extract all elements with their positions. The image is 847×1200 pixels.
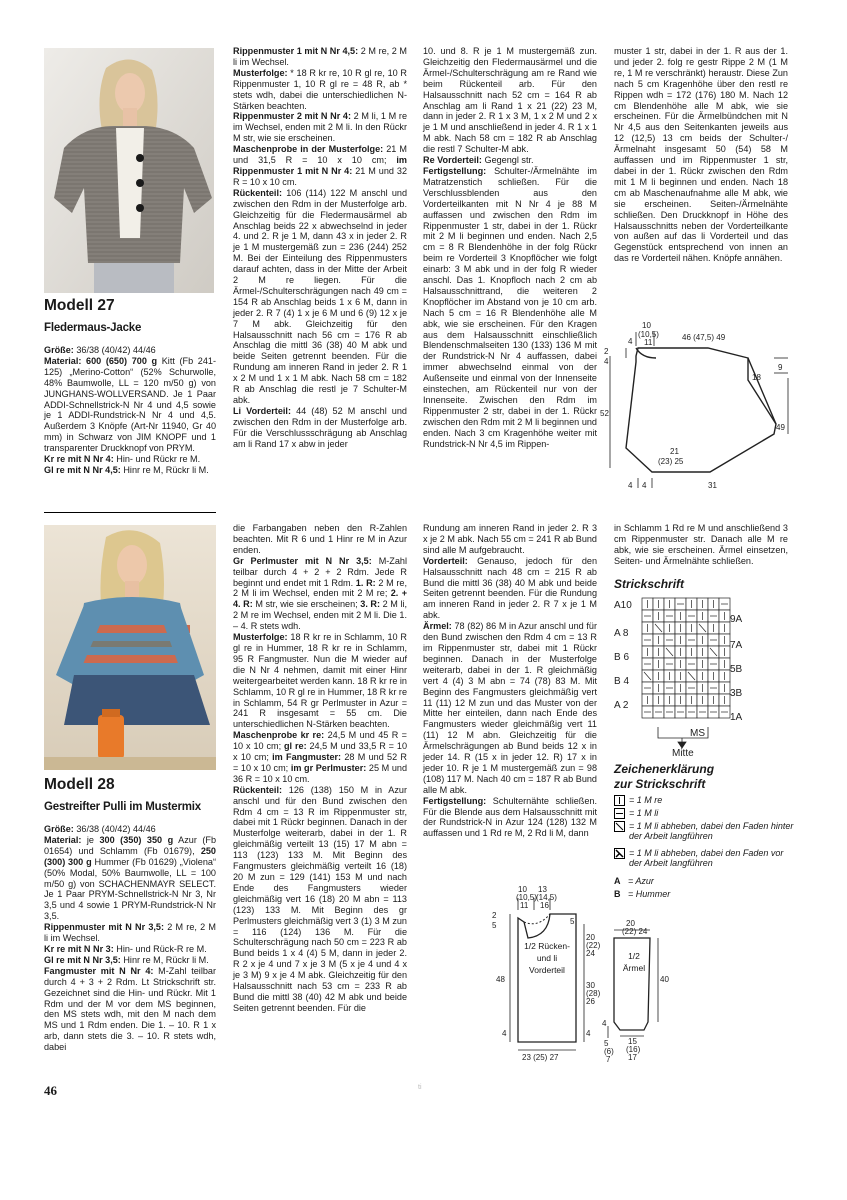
svg-text:30: 30 (586, 981, 595, 990)
svg-text:17: 17 (628, 1053, 637, 1062)
chart-right-label: 5B (730, 664, 743, 675)
model-27-subtitle: Fledermaus-Jacke (44, 322, 142, 334)
chart-left-label: A 8 (614, 628, 629, 639)
svg-text:(6): (6) (604, 1047, 614, 1056)
strickschrift-title: Strickschrift (614, 577, 685, 591)
knit-left-symbol-icon (614, 808, 625, 819)
model-28-col-2: die Farbangaben neben den R-Zahlen beachten. Mit R 6 und 1 Hinr re M in Azur enden. Gr Perlmuster mit N Nr 3,5: M-Zahl teilbar durch 4 + 2 + 2 Rdm. Jede R beginnt und endet mit 1 Rdm. 1. R: 2 M re, 2 M li im Wechsel, enden mit 2 M re; 2. + 4. R: M str, wie sie erscheinen; 3. R: 2 M li, 2 M re im Wechsel, enden mit 2 M li. Die 1. – 4. R stets wdh. Musterfolge: 18 R kr re in Schlamm, 10 R gl re in Hummer, 18 R kr re in Schlamm, 95 R Fangmuster. Nun die M wieder auf die N Nr 4 nehmen, damit mit einer Hinr weitergearbeitet werden kann. 18 R kr re in Schlamm, 10 R gl re in Hummer, 18 R kr re in Schlamm, 54 R gr Perlmuster in Azur = 241 R insgesamt = 55 cm. Die unterschiedlichen N-Stärken beachten. Maschenprobe kr re: 24,5 M und 45 R = 10 x 10 cm; gl re: 24,5 M und 33,5 R = 10 x 10 cm; im Fangmuster: 28 M und 52 R = 10 x 10 cm; im gr Perlmuster: 25 M und 36 R = 10 x 10 cm. Rückenteil: 126 (138) 150 M in Azur anschl und für den Bund zwischen den Rdm 4 cm = 13 R im Rippenmuster str, dabei mit 1 Rückr beginnen. Danach in der Musterfolge weiterarb, dabei in der 1. R gleichmäßig verteilt 13 (15) 17 M abn = 113 (123) 133 M. Mit Beginn des Fangmusters gleichmäßig verteilt 16 (18) 20 M zun = 129 (141) 153 M und nach Ende des Fangmusters wieder gleichmäßig vert 16 (18) 20 M abn = 113 (123) 133 M. Mit Beginn des gr Perlmusters gleichmäßig vert 3 (1) 3 M zun = 116 (124) 136 M. Für die Schulterschrägung nach 50 cm = 223 R ab Bund beids 1 x 4 (4) 5 M, dann in jeder 2. R 2 x je 4 und 7 x je 3 M (5 x je 4 und 4 x je 3 M) 9 x je 4 M abk. Gleichzeitig für den Halsausschnitt nach 53 cm = 233 R ab Bund die mittl 38 (40) 42 M abk und beide Seiten getrennt beenden. Für die (233, 523, 408, 1013)
svg-text:4: 4 (628, 481, 633, 490)
svg-text:10: 10 (518, 885, 527, 894)
svg-text:18: 18 (752, 373, 761, 382)
legend-title-2: zur Strickschrift (614, 777, 706, 791)
slip-front-symbol-icon (614, 848, 625, 859)
legend-title-1: Zeichenerklärung (614, 762, 715, 776)
footer-mark: ti (418, 1084, 422, 1091)
legend-color-text: = Hummer (628, 889, 671, 899)
svg-text:13: 13 (538, 885, 547, 894)
legend-slip-back (614, 821, 794, 841)
legend-color-b (614, 889, 670, 899)
chart-left-label: B 4 (614, 676, 630, 687)
svg-text:(10,5): (10,5) (638, 330, 659, 339)
svg-text:5: 5 (604, 1039, 609, 1048)
svg-text:7: 7 (606, 1055, 611, 1064)
svg-text:2: 2 (604, 347, 609, 356)
svg-text:5: 5 (570, 917, 575, 926)
svg-text:5: 5 (492, 921, 497, 930)
legend-color-key: B (614, 889, 621, 899)
svg-text:2: 2 (492, 911, 497, 920)
svg-text:16: 16 (540, 901, 549, 910)
legend-color-a (614, 876, 654, 886)
legend-item-text: = 1 M li (629, 808, 659, 818)
chart-right-label: 7A (730, 640, 743, 651)
chart-left-label: A 2 (614, 700, 629, 711)
model-27-col-4: muster 1 str, dabei in der 1. R aus der 1. und jeder 2. folg re gestr Rippe 2 M (1 M re, 1 M re verschränkt) heraustr. Diese Zun nach 5 cm Kragenhöhe über den restl re Rippen wdh = 172 (176) 180 M. Nach 12 cm Blendenhöhe alle M abk, wie sie erscheinen. Für die Ärmelbündchen mit N Nr 4,5 aus den Seitenkanten jeweils aus 12 (12,5) 13 cm beids der Schulter-/Ärmelnaht insgesamt 50 (54) 58 M auffassen und im Rippenmuster 1 str, dabei in der 1. Rückr zwischen den Rdm mit 1 M li beginnen und enden. Nach 18 cm ab Maschenaufnahme alle M abk, wie sie erscheinen. Seiten-/Ärmelnähte schließen. Den Druckknopf in Höhe des Halsausschnitts neben der Vorderteilkante von außen auf das li Vorderteil und das Gegenstück entsprechend von innen an das re Vorderteil nähen. Knöpfe annähen. (614, 46, 788, 264)
model-28-title: Modell 28 (44, 776, 115, 793)
chart-right-label: 1A (730, 712, 743, 723)
svg-text:26: 26 (586, 997, 595, 1006)
svg-text:52: 52 (600, 409, 609, 418)
model-28-sleeve-schematic (600, 919, 680, 1068)
svg-text:4: 4 (602, 1019, 607, 1028)
knit-right-symbol-icon (614, 795, 625, 806)
svg-text:(22) 24: (22) 24 (622, 927, 648, 936)
chart-right-label: 9A (730, 614, 743, 625)
svg-text:4: 4 (642, 481, 647, 490)
svg-text:4: 4 (502, 1029, 507, 1038)
model-27-col-2: Rippenmuster 1 mit N Nr 4,5: 2 M re, 2 M li im Wechsel. Musterfolge: * 18 R kr re, 10 R gl re, 10 R Rippenmuster 1, 10 R gl re = 48 R, ab * stets wdh, dabei die unterschiedlichen N-Stärken beachten. Rippenmuster 2 mit N Nr 4: 2 M li, 1 M re im Wechsel, enden mit 2 M li. In den Rückr M str, wie sie erscheinen. Maschenprobe in der Musterfolge: 21 M und 31,5 R = 10 x 10 cm; im Rippenmuster 1 mit N Nr 4: 21 M und 32 R = 10 x 10 cm. Rückenteil: 106 (114) 122 M anschl und zwischen den Rdm in der Musterfolge arb. Gleichzeitig für die Fledermausärmel ab Anschlag beids 22 x abwechselnd in jeder 4. und 2. R je 1 M, dann 43 x in jeder 2. R je 1 M mustergemäß zun = 236 (244) 252 M. Bei der Einteilung des Rippenmusters darauf achten, dass in der Mitte der Arbeit 2 M re liegen. Für die Ärmel-/Schulterschrägungen nach 49 cm = 154 R ab Anschlag beids 1 x 6 M, dann in jeder 2. R 7 (4) 1 x je 6 M und 6 (9) 12 x je 7 M abk. Gleichzeitig für den Halsausschnitt nach 56 cm = 176 R ab Anschlag die mittl 36 (38) 40 M abk und beide Seiten getrennt beenden. Für die Rundung am inneren Rand in jeder 2. R 1 x 2 M und 1 x 1 M abk. Nach 58 cm = 182 R ab Anschlag die restl je 7 Schulter-M abk. Li Vorderteil: 44 (48) 52 M anschl und zwischen den Rdm in der Musterfolge arb. Für die Verschlussschrägung ab Anschlag am li Rand 17 x abw in jeder (233, 46, 407, 449)
legend-knit-right (614, 795, 794, 806)
chart-left-label: A10 (614, 600, 632, 611)
legend-color-text: = Azur (628, 876, 654, 886)
svg-text:21: 21 (670, 447, 679, 456)
chart-ms-label: MS (690, 728, 705, 739)
model-28-col-3: Rundung am inneren Rand in jeder 2. R 3 x je 2 M abk. Nach 55 cm = 241 R ab Bund sind alle M aufgebraucht. Vorderteil: Genauso, jedoch für den Halsausschnitt nach 48 cm = 215 R ab Bund die mittl 36 (38) 40 M abk und beide Seiten getrennt beenden. Für die Rundung am inneren Rand in jeder 2. R 7 x je 1 M abk. Ärmel: 78 (82) 86 M in Azur anschl und für den Bund zwischen den Rdm 4 cm = 13 R im Rippenmuster str, dabei mit 1 Rückr beginnen. Danach in der Musterfolge weiterarb, dabei in der 1. R gleichmäßig vert 4 (4) 3 M abn = 74 (78) 83 M. Mit Beginn des Fangmusters gleichmäßig vert 11 (11) 12 M zun und das Muster von der Mitte her einteilen, dann nach Ende des Fangmusters wieder gleichmäßig vert 11 (11) 12 M abn. Gleichzeitig für die Ärmelschrägungen ab Bund beids 12 x in jeder 14. R (15 x in jeder 12. R) 17 x in jeder 10. R je 1 M mustergemäß zun = 98 (108) 117 M. Nach 40 cm = 187 R ab Bund alle M abk. Fertigstellung: Schulternähte schließen. Für die Blende aus dem Halsausschnitt mit der Rundstrick-N in Azur 124 (128) 132 M auffassen und 1 Rd re M, 2 Rd li M, dann (423, 523, 597, 839)
body-schematic-label: 1/2 Rücken- und li Vorderteil (524, 941, 570, 975)
svg-text:49: 49 (776, 423, 785, 432)
sleeve-schematic-label: 1/2 Ärmel (622, 951, 646, 973)
svg-text:(16): (16) (626, 1045, 641, 1054)
legend-knit-left (614, 808, 794, 819)
svg-text:10: 10 (642, 321, 651, 330)
model-27-col-3: 10. und 8. R je 1 M mustergemäß zun. Gleichzeitig den Fledermausärmel und die Ärmel-/Schulterschrägung am re Rand wie beim Rückenteil arb. Für den Halsausschnitt nach 52 cm = 164 R ab Anschlag am li Rand 1 x 21 (22) 23 M, dann in jeder 2. R 1 x 3 M, 1 x 2 M und 2 x je 1 M und anschließend in jeder 4. R 1 x 1 M abk. Nach 58 cm = 182 R ab Anschlag die restl 7 Schulter-M abk. Re Vorderteil: Gegengl str. Fertigstellung: Schulter-/Ärmelnähte im Matratzenstich schließen. Für die Verschlussblenden aus den Vorderteilkanten mit N Nr 4 je 88 M auffassen und zwischen den Rdm im Rippenmuster 1 str, dabei in der 1. Rückr mit 2 M li beginnen und enden. Nach 2,5 cm = 8 R Blendenhöhe in der folg Rückr beim re Vorderteil 3 Knopflöcher wie folgt einarb: 3 M abk und in der folg R wieder anschl. Das 1. Knopfloch nach 2 cm ab Halsausschnittrand, die weiteren 2 Knopflöcher im Abstand von je 10 cm arb. Nach 5 cm = 16 R Blendenhöhe alle M abk, wie sie erscheinen. Für den Kragen aus dem Halsausschnitt einschließlich Blendenschmalseiten 130 (133) 136 M mit der Rundstrick-N Nr 4 auffassen, dabei immer abwechselnd einmal von der Außenseite und einmal von der Innenseite einstechen, am Rückenteil nur von der Innenseite. Zwischen den Rdm im Rippenmuster 2 str, dabei in der 1. Rückr zwischen den Rdm mit 2 M li beginnen und enden. Nach 3 cm Kragenhöhe weiter mit Rundstrick-N Nr 4,5 im Rippen- (423, 46, 597, 449)
model-28-col-4: in Schlamm 1 Rd re M und anschließend 3 cm Rippenmuster str. Danach alle M re abk, wie sie erscheinen. Ärmel einsetzen, Seiten- und Ärmelnähte schließen. (614, 523, 788, 566)
page-number: 46 (44, 1083, 57, 1098)
svg-text:11: 11 (520, 901, 529, 910)
model-divider (44, 512, 216, 513)
svg-text:4: 4 (628, 337, 633, 346)
svg-text:31: 31 (708, 481, 717, 490)
svg-text:9: 9 (778, 363, 783, 372)
svg-text:40: 40 (660, 975, 669, 984)
svg-text:20: 20 (626, 919, 635, 928)
svg-text:4: 4 (604, 357, 609, 366)
svg-text:(23) 25: (23) 25 (658, 457, 684, 466)
model-27-col-1: Größe: 36/38 (40/42) 44/46 Material: 600 (650) 700 g Kitt (Fb 241-125) „Merino-Cotton“ (52% Schurwolle, 48% Baumwolle, LL = 120 m/50 g) von JUNGHANS-WOLLVERSAND. Je 1 Paar ADDI-Schnellstrick-N Nr 4 und 4,5 sowie je 1 ADDI-Rundstrick-N Nr 4 und 4,5. Außerdem 3 Knöpfe (Art-Nr 11940, Gr 40 mm) in Schwarz von JIM KNOPF und 1 transparenter Druckknopf von PRYM. Kr re mit N Nr 4: Hin- und Rückr re M. Gl re mit N Nr 4,5: Hinr re M, Rückr li M. (44, 345, 216, 475)
slip-back-symbol-icon (614, 821, 625, 832)
svg-text:20: 20 (586, 933, 595, 942)
svg-text:(28): (28) (586, 989, 601, 998)
chart-right-label: 3B (730, 688, 743, 699)
svg-text:46 (47,5) 49: 46 (47,5) 49 (682, 333, 726, 342)
svg-text:(22): (22) (586, 941, 601, 950)
svg-text:11: 11 (644, 338, 653, 347)
svg-text:23 (25) 27: 23 (25) 27 (522, 1053, 559, 1062)
svg-text:15: 15 (628, 1037, 637, 1046)
model-27-schematic (598, 318, 794, 494)
svg-text:4: 4 (586, 1029, 591, 1038)
model-27-photo (44, 48, 214, 293)
svg-text:(14,5): (14,5) (536, 893, 557, 902)
legend-slip-front (614, 848, 794, 868)
svg-text:48: 48 (496, 975, 505, 984)
model-27-title: Modell 27 (44, 297, 115, 314)
chart-left-label: B 6 (614, 652, 630, 663)
legend-item-text: = 1 M li abheben, dabei den Faden hinter der Arbeit langführen (629, 821, 794, 841)
strickschrift-chart (612, 592, 772, 762)
legend-item-text: = 1 M li abheben, dabei den Faden vor der Arbeit langführen (629, 848, 784, 868)
model-28-photo (44, 525, 216, 770)
model-28-subtitle: Gestreifter Pulli im Mustermix (44, 801, 201, 813)
legend-item-text: = 1 M re (629, 795, 663, 805)
legend-color-key: A (614, 876, 621, 886)
model-28-col-1: Größe: 36/38 (40/42) 44/46 Material: je 300 (350) 350 g Azur (Fb 01654) und Schlamm (Fb 01679), 250 (300) 300 g Hummer (Fb 01629) „Violena“ (50% Modal, 50% Baumwolle, LL = 100 m/50 g) von SCHACHENMAYR SELECT. Je 1 Paar PRYM-Schnellstrick-N Nr 3, Nr 3,5 und 4 sowie 1 PRYM-Rundstrick-N Nr 3,5. Rippenmuster mit N Nr 3,5: 2 M re, 2 M li im Wechsel. Kr re mit N Nr 3: Hin- und Rück-R re M. Gl re mit N Nr 3,5: Hinr re M, Rückr li M. Fangmuster mit N Nr 4: M-Zahl teilbar durch 4 + 3 + 2 Rdm. Lt Strickschrift str. Gezeichnet sind die Hin- und Rückr. Mit 1 Rdm und der M vor dem MS beginnen, den MS stets wdh, mit den M nach dem MS und 1 Rdm enden. Die 1. – 10. R 1 x arb, dann stets die 3. – 10. R stets wdh, dabei (44, 824, 217, 1053)
svg-text:24: 24 (586, 949, 595, 958)
chart-mitte-label: Mitte (672, 748, 694, 759)
svg-text:(10,5): (10,5) (516, 893, 537, 902)
